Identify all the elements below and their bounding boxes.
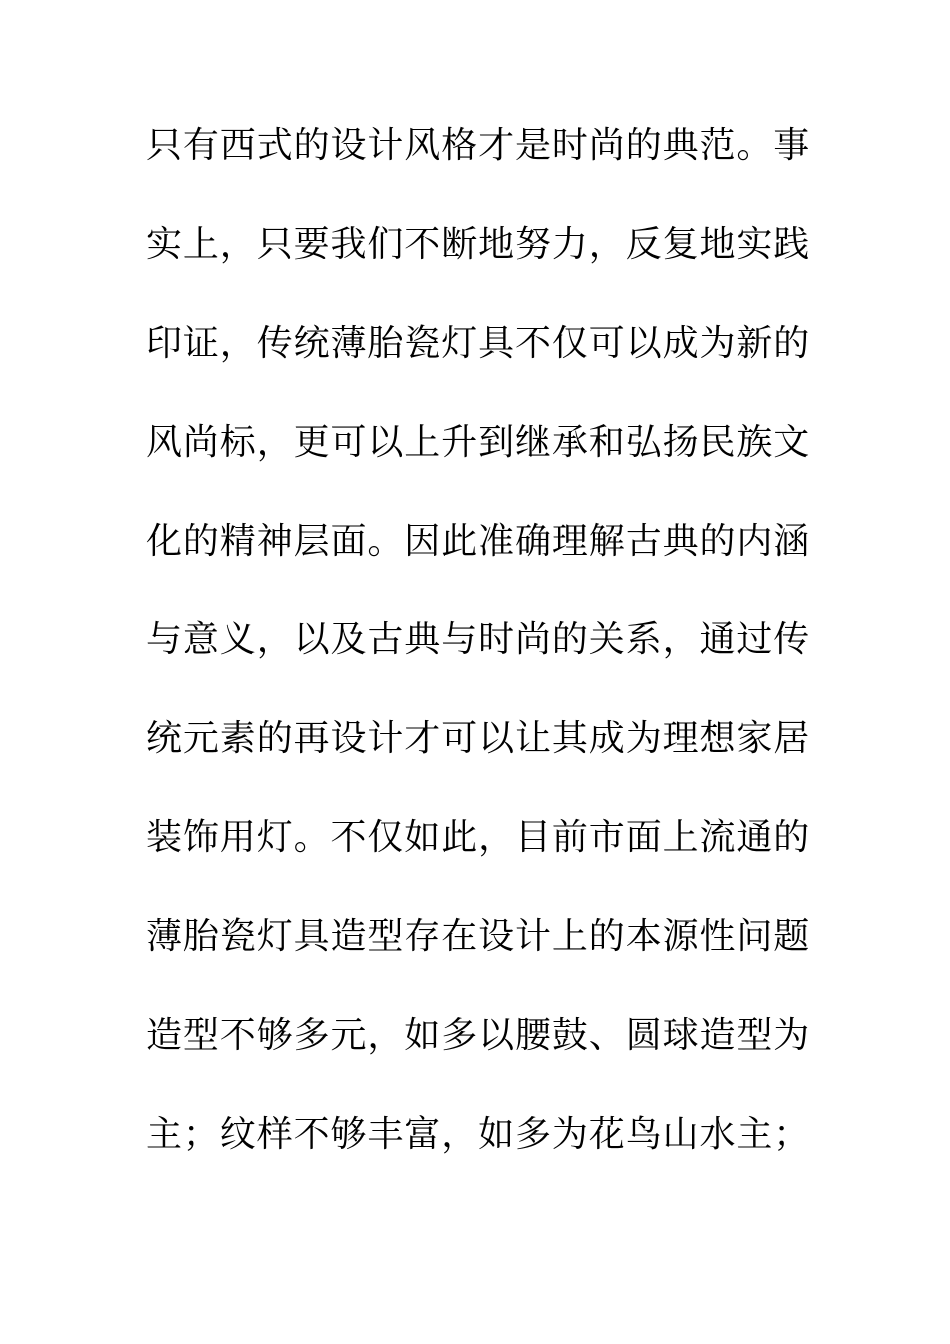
text-line: 印证，传统薄胎瓷灯具不仅可以成为新的 (146, 322, 811, 364)
text-line: 化的精神层面。因此准确理解古典的内涵 (146, 520, 811, 562)
body-text (146, 119, 826, 1207)
text-line: 统元素的再设计才可以让其成为理想家居 (146, 718, 811, 760)
text-line: 薄胎瓷灯具造型存在设计上的本源性问题 (146, 916, 811, 958)
text-line: 实上，只要我们不断地努力，反复地实践 (146, 223, 811, 265)
text-line: 装饰用灯。不仅如此，目前市面上流通的 (146, 817, 811, 859)
text-line: 只有西式的设计风格才是时尚的典范。事 (146, 125, 811, 166)
text-line: 与意义，以及古典与时尚的关系，通过传 (146, 619, 811, 661)
text-line: 造型不够多元，如多以腰鼓、圆球造型为 (146, 1015, 811, 1057)
text-line: 主；纹样不够丰富，如多为花鸟山水主； (146, 1113, 811, 1155)
text-line: 风尚标，更可以上升到继承和弘扬民族文 (146, 421, 811, 463)
